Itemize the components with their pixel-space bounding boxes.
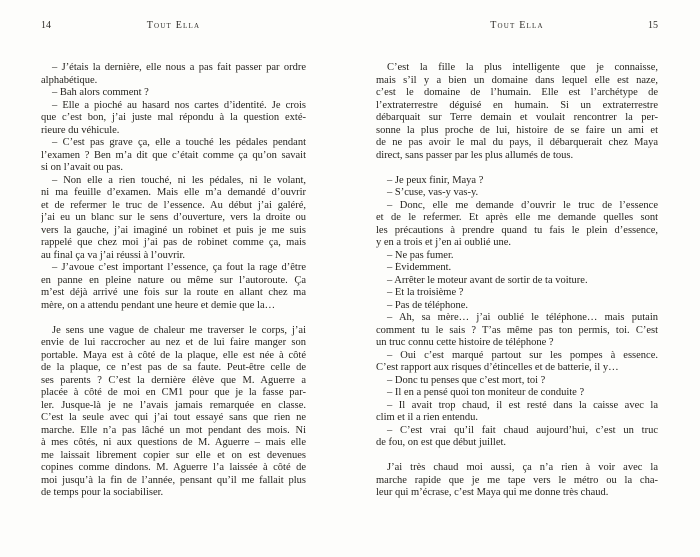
text-line: débarquait sur Terre demain et voulait rencontrer la per-	[376, 112, 658, 123]
text-line: C’est la seule avec qui j’ai tout essayé sans que rien ne	[41, 412, 306, 423]
text-line: comment tu le sais ? T’as même pas ton permis, toi. C’est	[376, 324, 658, 336]
text-line: moi jusqu’à la fin de l’année, pensant qu’il me fallait plus	[41, 474, 306, 486]
text-line: – J’avoue c’est important l’essence, ça fout la rage d’être	[52, 262, 306, 273]
left-page-number: 14	[41, 20, 51, 31]
text-line: C’est rapport aux risques d’étincelles et de batterie, il y…	[376, 362, 619, 373]
text-line: – C’est pas grave ça, elle a touché les pédales pendant	[52, 137, 306, 148]
text-line: de fou, on est que début juillet.	[376, 437, 507, 448]
paragraph	[376, 400, 658, 425]
paragraph	[41, 87, 306, 100]
right-running-title: Tout Ella	[490, 20, 544, 31]
paragraph	[376, 312, 658, 350]
text-line: – Pas de téléphone.	[387, 299, 469, 311]
text-line: – Non elle a rien touché, ni les pédales, ni le volant,	[52, 174, 306, 186]
text-line: que c’est bon, j’ai juste mal répondu à la question exté-	[41, 112, 306, 123]
text-line: – Bah alors comment ?	[52, 87, 149, 98]
text-line: – S’cuse, vas-y vas-y.	[387, 187, 479, 198]
text-line: ni ma feuille d’examen. Mais elle m’a demandé d’ouvrir	[41, 187, 306, 198]
text-line: clim et il a rien entendu.	[376, 412, 479, 423]
text-line: placée à côté de moi en CM1 pour que je la fasse par-	[41, 387, 306, 398]
text-line: à mes côtés, ni aux questions de M. Aguerre – mais elle	[41, 437, 306, 448]
paragraph	[41, 62, 306, 87]
text-line: en panne en pleine nature ou même sur l’autoroute. Ça	[41, 274, 306, 286]
text-line: – Donc, elle me demande d’ouvrir le truc de l’essence	[387, 199, 658, 211]
text-line: de la plaque, ce n’est pas de sa faute. Peut-être celle de	[41, 362, 306, 373]
text-line: de ne pas avoir le mal du pays, il débarquerait chez Maya	[376, 137, 658, 148]
text-line: les précautions à prendre quand tu fais le plein d’essence,	[376, 224, 658, 236]
paragraph	[376, 300, 658, 313]
text-line: – C’est vrai qu’il fait chaud aujourd’hui, c’est un truc	[387, 424, 658, 436]
text-line: – Je peux finir, Maya ?	[387, 174, 484, 186]
text-line: – Il avait trop chaud, il est resté dans la caisse avec la	[387, 399, 658, 411]
text-line: – Ne pas fumer.	[387, 249, 454, 261]
paragraph	[41, 262, 306, 312]
paragraph	[376, 375, 658, 388]
left-running-head	[41, 20, 306, 33]
paragraph	[41, 175, 306, 263]
left-running-title: Tout Ella	[146, 20, 201, 31]
paragraph	[41, 137, 306, 175]
text-line: ses parents ? C’est la dernière élève que M. Aguerre a	[41, 374, 306, 386]
text-line: C’est la fille la plus intelligente que je connaisse,	[387, 62, 658, 73]
text-line: mais s’il y a bien un domaine dans lequel elle est naze,	[376, 74, 658, 86]
left-page	[41, 20, 306, 498]
text-line: Je sens une vague de chaleur me traverser le corps, j’ai	[52, 324, 306, 336]
left-page-text	[41, 62, 306, 500]
paragraph	[376, 425, 658, 450]
text-line: rappelé que chez moi j’ai pas de robinet comme ça, mais	[41, 237, 306, 248]
text-line: – Arrêter le moteur avant de sortir de ta voiture.	[387, 274, 588, 286]
text-line: leur qui m’écrase, c’est Maya qui me donne très chaud.	[376, 487, 609, 498]
right-running-head	[376, 20, 658, 33]
text-line: envie de lui raccrocher au nez et de lui faire manger son	[41, 337, 306, 348]
text-line: si on l’avait ou pas.	[41, 162, 123, 173]
paragraph	[376, 350, 658, 375]
text-line: – Elle a pioché au hasard nos cartes d’identité. Je crois	[52, 99, 306, 111]
text-line: direct, sans passer par les plus allumés de tous.	[376, 149, 574, 161]
paragraph	[376, 262, 658, 275]
paragraph	[376, 250, 658, 263]
text-line: – Évidemment.	[387, 262, 452, 273]
text-line: – Il en a pensé quoi ton moniteur de conduite ?	[387, 387, 585, 398]
text-line: marche. Elle n’a pas lâché un mot pendant des mois. Ni	[41, 424, 306, 436]
text-line: – J’étais la dernière, elle nous a pas fait passer par ordre	[52, 62, 306, 73]
text-line: sonne la plus proche de lui, histoire de se faire un ami et	[376, 124, 658, 136]
text-line: l’extraterrestre déguisé en humain. Si un extraterrestre	[376, 99, 658, 111]
paragraph	[376, 387, 658, 400]
paragraph	[376, 175, 658, 188]
right-page-text	[376, 62, 658, 500]
text-line: J’ai très chaud moi aussi, ça n’a rien à voir avec la	[387, 462, 658, 473]
text-line: c’est le domaine de l’humain. Elle est l’archétype de	[376, 87, 658, 98]
paragraph	[376, 462, 658, 500]
text-line: vers la gauche, j’ai imaginé un robinet et puis je me suis	[41, 224, 306, 236]
paragraph	[41, 100, 306, 138]
paragraph	[376, 187, 658, 200]
text-line: l’examen ? Ben m’a dit que c’était comme ça qu’on savait	[41, 149, 306, 161]
text-line: rieure du véhicule.	[41, 124, 120, 136]
text-line: copines comme dindons. M. Aguerre l’a laissée à côté de	[41, 462, 306, 473]
text-line: un truc connu cette histoire de téléphone ?	[376, 337, 554, 348]
text-line: ler. Jusque-là je ne l’avais jamais remarquée en classe.	[41, 399, 306, 411]
paragraph	[376, 200, 658, 250]
paragraph	[41, 325, 306, 500]
text-line: de temps pour la sociabiliser.	[41, 487, 164, 498]
text-line: alphabétique.	[41, 74, 98, 86]
right-page	[376, 20, 658, 498]
right-page-number: 15	[648, 20, 658, 31]
text-line: j’ai eu un blanc sur le sens d’ouverture, vers la droite ou	[41, 212, 306, 223]
paragraph	[376, 275, 658, 288]
text-line: mère, on a attendu pendant une heure et demie que la…	[41, 299, 276, 311]
text-line: – Et la troisième ?	[387, 287, 464, 298]
text-line: y en a trois et j’en ai oublié une.	[376, 237, 511, 248]
paragraph	[376, 287, 658, 300]
text-line: – Donc tu penses que c’est mort, toi ?	[387, 374, 546, 386]
paragraph	[376, 62, 658, 162]
text-line: au final ça va j’ai réussi à l’ouvrir.	[41, 249, 186, 261]
text-line: – Oui c’est marqué partout sur les pompes à essence.	[387, 349, 658, 361]
text-line: marche rapide que je me tape vers le métro ou la cha-	[376, 474, 658, 486]
text-line: – Ah, sa mère… j’ai oublié le téléphone… mais putain	[387, 312, 658, 323]
text-line: et de le refermer. Et après elle me demande quelles sont	[376, 212, 658, 223]
text-line: et de refermer le truc de l’essence. Au début j’ai galéré,	[41, 199, 306, 211]
text-line: m’est déjà arrivé une fois sur la route en allant chez ma	[41, 287, 306, 298]
text-line: me laissait librement copier sur elle et on est devenues	[41, 449, 306, 461]
text-line: portable. Maya est à côté de la plaque, elle est née à côté	[41, 349, 306, 361]
